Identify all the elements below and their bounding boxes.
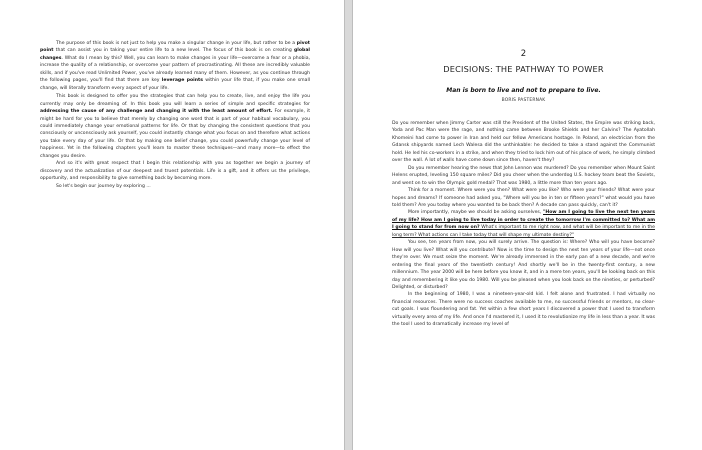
right-paragraph-5: You see, ten years from now, you will surely arrive. The question is: Where? Who will you have become? How will you live? What will you contribute? Now is the time to design the next ten years of your life—not once they're over. We must seize the moment. We're already immersed in the early pan of a new decade, and we're entering the final years of the twentieth century! And shortly we'll be in the twenty-first century, a new millennium. The year 2000 will be here before you know it, and in a mere ten years, you'll be looking back on this day and remembering it like you do 1980. Will you be pleased when you look back on the nineties, or perturbed? Delighted, or disturbed? xyxy=(392,240,655,290)
leverage-points-bold: leverage points xyxy=(161,78,203,84)
right-paragraph-4: More importantly, maybe we should be asking ourselves, "How am I going to live the next ten years of my life? How am I going to live today in order to create the tomorrow I'm committed to? What am I going to stand for from now on? What's important to me right now, and what will be important to me in the long term? What actions can I take today that will shape my ultimate destiny?" xyxy=(392,210,656,238)
chapter-title: DECISIONS: THE PATHWAY TO POWER xyxy=(443,64,604,74)
left-page-text xyxy=(40,40,310,190)
left-paragraph-1: The purpose of this book is not just to help you make a singular change in your life, but rather to be a pivot point that can assist you in taking your entire life to a new level. The focus of this book is on creating global changes. What do I mean by this? Well, you can learn to make changes in your life—overcome a fear or a phobia, increase the quality of a relationship, or overcome your pattern of procrastinating. All these are incredibly valuable skills, and if you've read Unlimited Power, you've already learned many of them. However, as you continue through the following pages, you'll find that there are key leverage points within your life that, if you make one small change, will literally transform every aspect of your life. xyxy=(40,41,311,91)
right-paragraph-6: In the beginning of 1980, I was a nineteen-year-old kid. I felt alone and frustrated. I had virtually no financial resources. There were no success coaches available to me, no successful friends or mentors, no clear-cut goals. I was floundering and fat. Yet within a few short years I discovered a power that I used to transform virtually every area of my life. And once I'd mastered it, I used it to revolutionize my life in less than a year. It was the tool I used to dramatically increase my level of xyxy=(392,292,655,328)
right-paragraph-2: Do you remember hearing the news that John Lennon was murdered? Do you remember when Mount Saint Helens erupted, leveling 150 square miles? Did you cheer when the underdog U.S. hockey team beat the Soviets, and went on to win the Olympic gold medal? That was 1980, a little more than ten years ago. xyxy=(392,165,655,186)
epigraph-author: BORIS PASTERNAK xyxy=(501,98,546,103)
epigraph: Man is born to live and not to prepare to live. xyxy=(446,87,601,94)
addressing-cause-bold: addressing the cause of any challenge and changing it with the least amount of effort. xyxy=(40,109,273,115)
right-paragraph-1: Do you remember when Jimmy Carter was still the President of the United States, the Empire was striking back, Yoda and Pac Man were the rage, and nothing came between Brooke Shields and her Calvins? The Ayatollah Khomeini had come to power in Iran and held our fellow Americans hostage. In Poland, an electrician from the Gdansk shipyards named Lech Walesa did the unthinkable: he decided to take a stand against the Communist hold. He led his co-workers in a strike, and when they tried to lock him out of his place of work, he simply climbed over the wall. A lot of walls have come down since then, haven't they? xyxy=(392,121,655,164)
key-questions-bold-underlined: "How am I going to live the next ten years of my life? How am I going to live today in order to create the tomorrow I'm committed to? What am I going to stand for from now on? xyxy=(392,210,655,231)
key-questions-underlined: What's important to me right now, and what will be important to me in the long term? What actions can I take today that will shape my ultimate destiny?" xyxy=(392,225,656,238)
chapter-number: 2 xyxy=(520,49,527,59)
global-changes-bold: global changes xyxy=(40,48,310,61)
left-paragraph-4: So let's begin our journey by exploring ... xyxy=(56,183,151,189)
left-paragraph-3: And so it's with great respect that I begin this relationship with you as together we begin a journey of discovery and the actualization of our deepest and truest potentials. Life is a gift, and it offers us the privilege, opportunity, and responsibility to give something back by becoming more. xyxy=(40,161,310,182)
right-paragraph-3: Think for a moment. Where were you then? What were you like? Who were your friends? What were your hopes and dreams? If someone had asked you, "Where will you be in ten or fifteen years?" what would you have told them? Are you today where you wanted to be back then? A decade can pass quickly, can't it? xyxy=(392,188,655,208)
pivot-point-bold: pivot point xyxy=(40,41,310,54)
right-page-text xyxy=(392,120,655,329)
left-paragraph-2: This book is designed to offer you the strategies that can help you to create, live, and enjoy the life you currently may only be dreaming of. In this book you will learn a series of simple and specific strategies for addressing the cause of any challenge and changing it with the least amount of effort. For example, it might be hard for you to believe that merely by changing one word that is part of your habitual vocabulary, you could immediately change your emotional patterns for life. Or that by changing the consistent questions that you consciously or unconsciously ask yourself, you could instantly change what you focus on and therefore what actions you take every day of your life. Or that by making one belief change, you could powerfully change your level of happiness. Yet in the following chapters you'll learn to master these techniques—and many more—to effect the changes you desire. xyxy=(40,94,310,159)
